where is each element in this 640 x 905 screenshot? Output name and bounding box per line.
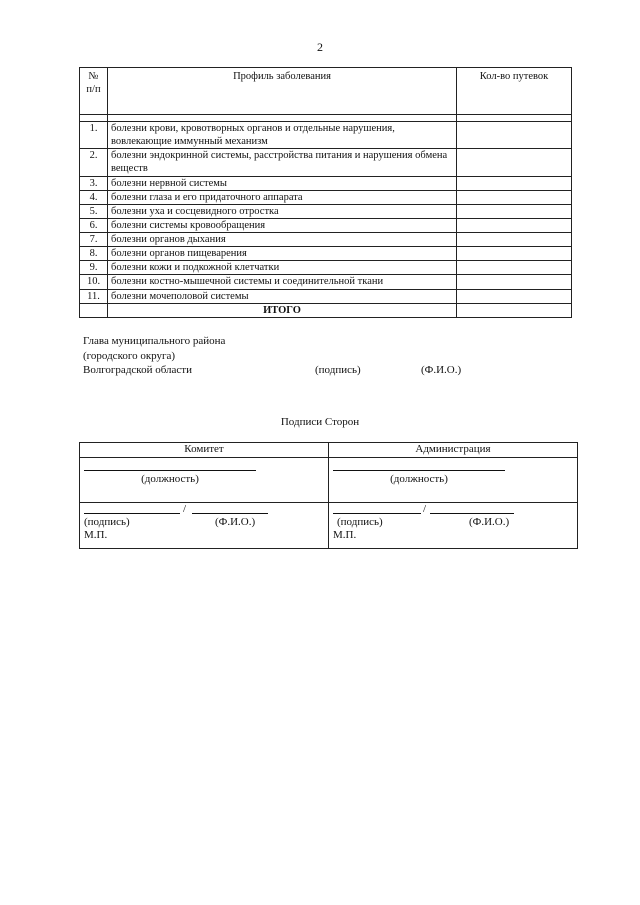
page-number: 2 — [317, 40, 323, 54]
right-position-line — [333, 470, 505, 471]
table-header-row — [80, 68, 572, 115]
total-label: ИТОГО — [108, 303, 457, 317]
row-num: 3. — [80, 176, 108, 190]
row-profile: болезни кожи и подкожной клетчатки — [108, 261, 457, 275]
left-position-line — [84, 470, 256, 471]
head-fio-caption: (Ф.И.О.) — [421, 364, 462, 377]
parties-title: Подписи Сторон — [280, 416, 360, 428]
table-row — [80, 149, 572, 176]
parties-table — [79, 442, 578, 549]
row-profile: болезни нервной системы — [108, 176, 457, 190]
table-row — [80, 190, 572, 204]
table-row — [80, 247, 572, 261]
row-count — [457, 218, 572, 232]
right-signature-line — [333, 513, 421, 514]
row-profile: болезни органов дыхания — [108, 233, 457, 247]
row-profile: болезни крови, кровотворных органов и отдельные нарушения, вовлекающие иммунный механизм — [108, 122, 457, 149]
head-title-line3: Волгоградской области — [83, 364, 192, 377]
party-right-name: Администрация — [329, 443, 578, 458]
row-profile: болезни органов пищеварения — [108, 247, 457, 261]
head-title-line2: (городского округа) — [83, 349, 176, 362]
head-title-line3-row — [83, 363, 543, 378]
table-row — [80, 289, 572, 303]
row-count — [457, 289, 572, 303]
head-signature-block — [83, 334, 543, 378]
right-seal: М.П. — [333, 528, 357, 541]
left-signature-caption: (подпись) — [84, 515, 130, 528]
row-num: 5. — [80, 204, 108, 218]
row-profile: болезни костно-мышечной системы и соединительной ткани — [108, 275, 457, 289]
left-slash: / — [183, 502, 187, 515]
row-num: 7. — [80, 233, 108, 247]
row-count — [457, 247, 572, 261]
head-title-line1: Глава муниципального района — [83, 335, 226, 347]
table-total-row — [80, 303, 572, 317]
head-signature-caption: (подпись) — [315, 364, 361, 377]
row-num: 2. — [80, 149, 108, 176]
right-slash: / — [423, 502, 427, 515]
row-profile: болезни глаза и его придаточного аппарата — [108, 190, 457, 204]
header-num: № п/п — [80, 68, 108, 115]
profile-table — [79, 67, 572, 318]
row-num: 9. — [80, 261, 108, 275]
row-count — [457, 176, 572, 190]
row-profile: болезни мочеполовой системы — [108, 289, 457, 303]
row-count — [457, 204, 572, 218]
left-signature-line — [84, 513, 180, 514]
left-position-caption: (должность) — [141, 472, 199, 485]
parties-header-row — [80, 443, 578, 458]
row-num: 8. — [80, 247, 108, 261]
right-position-caption: (должность) — [390, 472, 448, 485]
right-fio-caption: (Ф.И.О.) — [469, 515, 510, 528]
row-num: 11. — [80, 289, 108, 303]
header-profile: Профиль заболевания — [108, 68, 457, 115]
row-num: 10. — [80, 275, 108, 289]
right-fio-line — [430, 513, 514, 514]
row-num: 6. — [80, 218, 108, 232]
left-fio-caption: (Ф.И.О.) — [215, 515, 256, 528]
header-count: Кол-во путевок — [457, 68, 572, 115]
table-row — [80, 275, 572, 289]
row-count — [457, 190, 572, 204]
row-profile: болезни эндокринной системы, расстройства питания и нарушения обмена веществ — [108, 149, 457, 176]
table-spacer-row — [80, 115, 572, 122]
table-row — [80, 204, 572, 218]
row-num: 1. — [80, 122, 108, 149]
row-count — [457, 275, 572, 289]
row-count — [457, 149, 572, 176]
left-fio-line — [192, 513, 268, 514]
left-seal: М.П. — [84, 528, 108, 541]
table-row — [80, 122, 572, 149]
table-body — [80, 122, 572, 304]
row-num: 4. — [80, 190, 108, 204]
table-row — [80, 176, 572, 190]
row-count — [457, 233, 572, 247]
row-profile: болезни уха и сосцевидного отростка — [108, 204, 457, 218]
row-count — [457, 261, 572, 275]
table-row — [80, 261, 572, 275]
row-count — [457, 122, 572, 149]
party-left-name: Комитет — [80, 443, 329, 458]
row-profile: болезни системы кровообращения — [108, 218, 457, 232]
parties-signature-row — [80, 502, 578, 548]
parties-position-row — [80, 457, 578, 502]
table-row — [80, 233, 572, 247]
table-row — [80, 218, 572, 232]
right-signature-caption: (подпись) — [337, 515, 383, 528]
